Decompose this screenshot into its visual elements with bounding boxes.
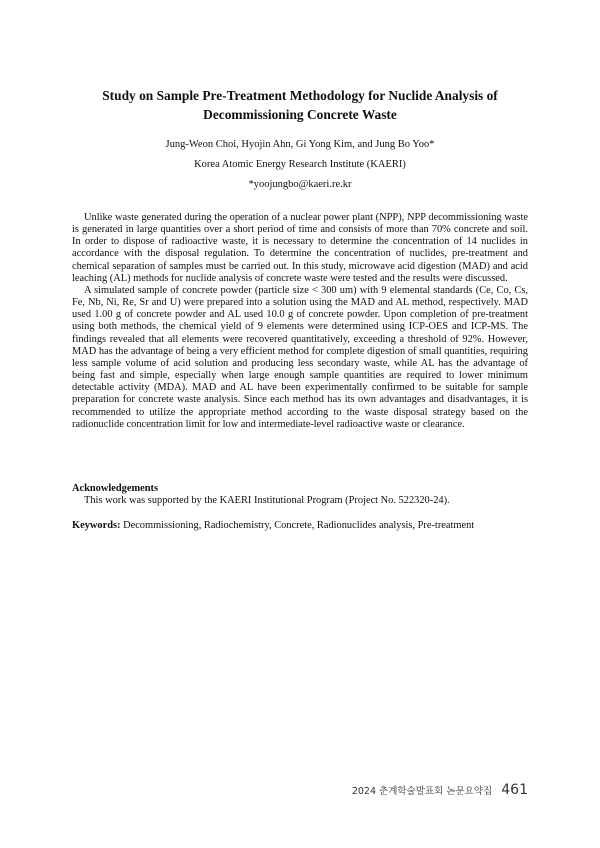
paper-title-line-1: Study on Sample Pre-Treatment Methodology for Nuclide Analysis of: [102, 88, 498, 103]
author-list: Jung-Weon Choi, Hyojin Ahn, Gi Yong Kim, and Jung Bo Yoo*: [165, 139, 435, 150]
abstract-body: [72, 212, 528, 431]
acknowledgements-heading: Acknowledgements: [72, 483, 159, 494]
page-number: 461: [501, 782, 528, 798]
acknowledgements-text: This work was supported by the KAERI Institutional Program (Project No. 522320-24).: [84, 495, 450, 506]
abstract-paragraph-2: A simulated sample of concrete powder (particle size < 300 um) with 9 elemental standards (Ce, Co, Cs, Fe, Nb, Ni, Re, Sr and U) were prepared into a solution using the MAD and AL method, respectively. MAD used 1.00 g of concrete powder and AL used 10.0 g of concrete powder. Upon completion of pre-treatment using both methods, the chemical yield of 9 elements were determined using ICP-OES and ICP-MS. The findings revealed that all elements were recovered quantitatively, exceeding a threshold of 92%. However, MAD has the advantage of being a very efficient method for complete digestion of small quantities, requiring less sample volume of acid solution and producing less secondary waste, while AL has the advantage of being fast and simple, especially when large enough sample quantities are required to lower minimum detectable activity (MDA). MAD and AL have been experimentally confirmed to be suitable for sample preparation for concrete waste analysis. Since each method has its own advantages and disadvantages, it is recommended to utilize the appropriate method according to the waste disposal strategy based on the radionuclide concentration limit for low and intermediate-level radioactive waste or clearance.: [72, 284, 528, 430]
footer-proceedings-title: 2024 춘계학술발표회 논문요약집: [351, 786, 493, 797]
paper-title: [40, 86, 560, 124]
keywords-label: Keywords:: [72, 520, 121, 531]
abstract-paragraph-1: Unlike waste generated during the operation of a nuclear power plant (NPP), NPP decommissioning waste is generated in large quantities over a short period of time and consists of more than 70% concrete and soil. In order to dispose of radioactive waste, it is necessary to determine the concentration of 14 nuclides in accordance with the disposal regulation. To determine the concentration of nuclides, pre-treatment and chemical separation of samples must be carried out. In this study, microwave acid digestion (MAD) and acid leaching (AL) methods for nuclide analysis of concrete waste were tested and the results were discussed.: [72, 212, 528, 284]
keywords-line: [72, 519, 474, 532]
affiliation: Korea Atomic Energy Research Institute (KAERI): [194, 159, 406, 170]
paper-title-line-2: Decommissioning Concrete Waste: [203, 107, 397, 122]
page-footer: [352, 779, 528, 798]
corresponding-email: *yoojungbo@kaeri.re.kr: [248, 179, 352, 190]
keywords-text: Decommissioning, Radiochemistry, Concrete, Radionuclides analysis, Pre-treatment: [120, 520, 475, 531]
